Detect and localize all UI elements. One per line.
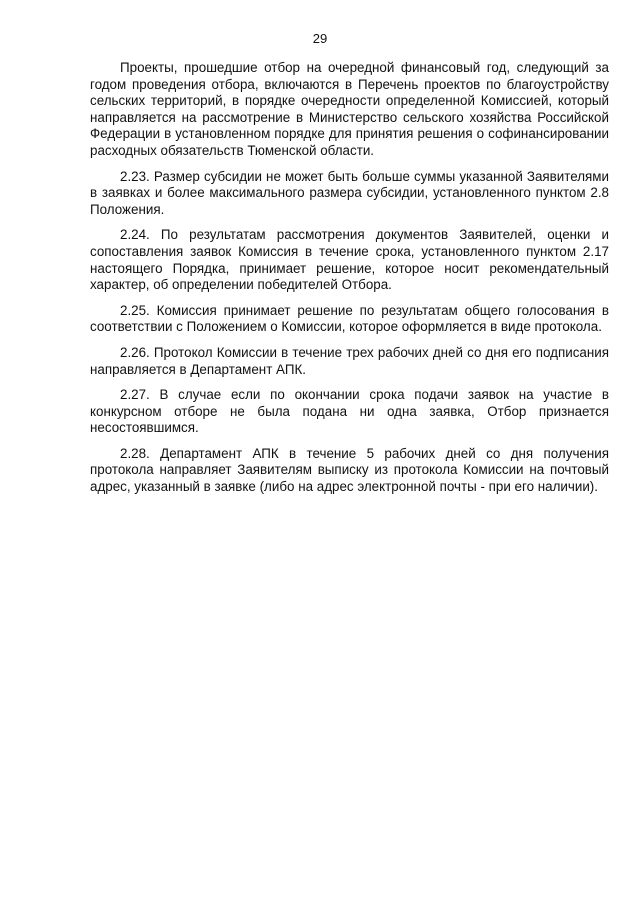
page-number: 29 bbox=[312, 31, 328, 46]
paragraph-2-23: 2.23. Размер субсидии не может быть больше суммы указанной Заявителями в заявках и более максимального размера субсидии, установленного пунктом 2.8 Положения. bbox=[90, 168, 609, 217]
paragraph-projects-list: Проекты, прошедшие отбор на очередной финансовый год, следующий за годом проведения отбора, включаются в Перечень проектов по благоустройству сельских территорий, в порядке очередности определенной Комиссией, который направляется на рассмотрение в Министерство сельского хозяйства Российской Федерации в установленном порядке для принятия решения о софинансировании расходных обязательств Тюменской области. bbox=[90, 60, 609, 158]
paragraph-2-25: 2.25. Комиссия принимает решение по результатам общего голосования в соответствии с Положением о Комиссии, которое оформляется в виде протокола. bbox=[90, 302, 609, 335]
paragraph-2-26: 2.26. Протокол Комиссии в течение трех рабочих дней со дня его подписания направляется в Департамент АПК. bbox=[90, 344, 609, 377]
document-body bbox=[90, 60, 609, 505]
paragraph-2-24: 2.24. По результатам рассмотрения документов Заявителей, оценки и сопоставления заявок Комиссия в течение срока, установленного пунктом 2.17 настоящего Порядка, принимает решение, которое носит рекомендательный характер, об определении победителей Отбора. bbox=[90, 227, 609, 293]
paragraph-2-27: 2.27. В случае если по окончании срока подачи заявок на участие в конкурсном отборе не была подана ни одна заявка, Отбор признается несостоявшимся. bbox=[90, 387, 609, 436]
paragraph-2-28: 2.28. Департамент АПК в течение 5 рабочих дней со дня получения протокола направляет Заявителям выписку из протокола Комиссии на почтовый адрес, указанный в заявке (либо на адрес электронной почты - при его наличии). bbox=[90, 445, 609, 495]
